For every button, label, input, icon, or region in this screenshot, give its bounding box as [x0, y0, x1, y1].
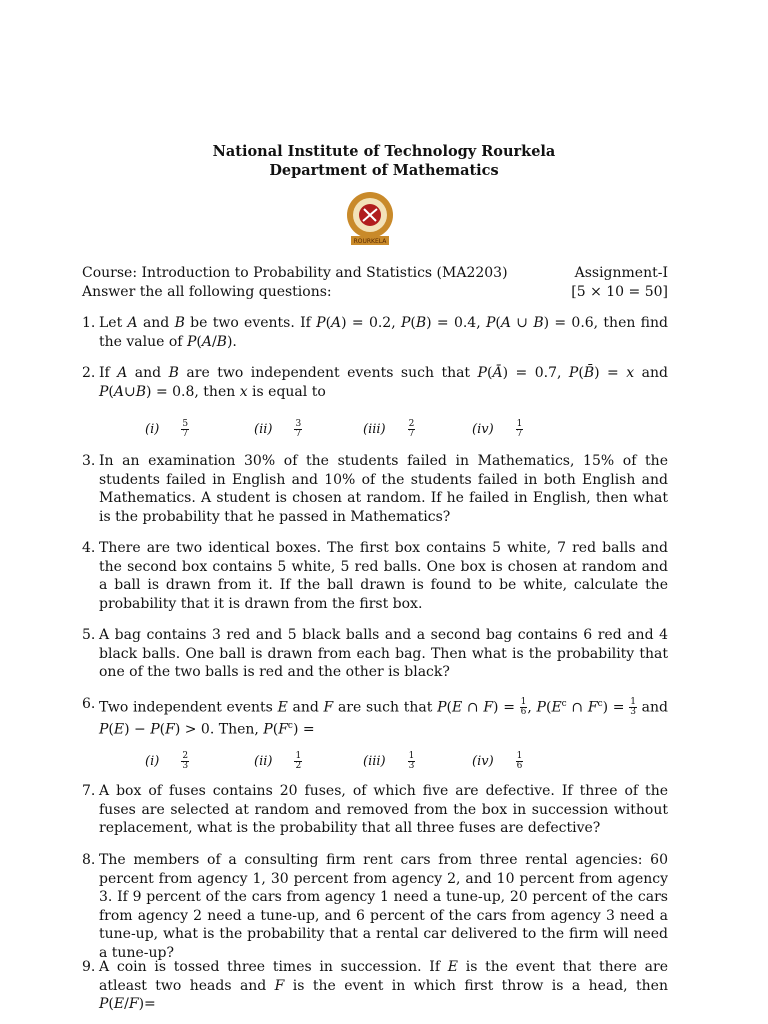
- question-9: [82, 958, 668, 1014]
- question-number: 4.: [82, 540, 96, 556]
- marks-label: [5 × 10 = 50]: [571, 284, 668, 300]
- assignment-label: Assignment-I: [574, 265, 668, 281]
- logo-banner-text: ROURKELA: [353, 238, 387, 245]
- question-number: 8.: [82, 852, 96, 868]
- question-text: A bag contains 3 red and 5 black balls and a second bag contains 6 red and 4 black balls. One ball is drawn from each bag. Then what is the probability that one of the two balls is red and the other is black?: [99, 627, 668, 681]
- option-i: (i) $\frac{5}{7}$: [145, 419, 189, 439]
- question-2: [82, 364, 668, 401]
- document-header: [0, 142, 768, 180]
- question-text: Two independent events E and F are such that P(E ∩ F) = $\frac{1}{6}$ , $P(E^c$ ∩ $F^c$) = $\frac{1}{3}$ and P(E) − P(F) > 0. Then, $P(F^c)$ =: [99, 697, 668, 738]
- question-6-options: [145, 752, 581, 771]
- question-5: [82, 626, 668, 682]
- question-text: The members of a consulting firm rent cars from three rental agencies: 60 percent from agency 1, 30 percent from agency 2, and 10 percent from agency 3. If 9 percent of the cars from agency 1 need a tune-up, 20 percent of the cars from agency 2 need a tune-up, and 6 percent of the cars from agency 3 need a tune-up, what is the probability that a rental car delivered to the firm will need a tune-up?: [99, 852, 668, 961]
- question-6: [82, 695, 668, 740]
- option-ii: (ii) $\frac{1}{2}$: [254, 751, 302, 771]
- option-iv: (iv) $\frac{1}{7}$: [472, 419, 523, 439]
- course-row: [82, 264, 668, 283]
- question-2-options: [145, 420, 581, 439]
- option-iii: (iii) $\frac{2}{7}$: [363, 419, 415, 439]
- course-title: Course: Introduction to Probability and Statistics (MA2203): [82, 265, 508, 281]
- instruction-text: Answer the all following questions:: [82, 284, 332, 300]
- question-number: 5.: [82, 627, 96, 643]
- question-number: 3.: [82, 453, 96, 469]
- instruction-row: [82, 283, 668, 302]
- question-4: [82, 539, 668, 613]
- question-number: 2.: [82, 365, 96, 381]
- question-text: In an examination 30% of the students failed in Mathematics, 15% of the students failed in English and 10% of the students failed in both English and Mathematics. A student is chosen at random. If he failed in English, then what is the probability that he passed in Mathematics?: [99, 453, 668, 525]
- option-iii: (iii) $\frac{1}{3}$: [363, 751, 415, 771]
- institute-name: National Institute of Technology Rourkela: [212, 143, 556, 160]
- question-number: 6.: [82, 696, 96, 712]
- option-iv: (iv) $\frac{1}{6}$: [472, 751, 523, 771]
- question-7: [82, 782, 668, 838]
- question-text: A box of fuses contains 20 fuses, of which five are defective. If three of the fuses are selected at random and removed from the box in succession without replacement, what is the probability that all three fuses are defective?: [99, 783, 668, 837]
- question-3: [82, 452, 668, 526]
- question-1: [82, 314, 668, 351]
- question-number: 7.: [82, 783, 96, 799]
- question-text: Let A and B be two events. If P(A) = 0.2, P(B) = 0.4, P(A ∪ B) = 0.6, then find the value of P(A/B).: [99, 315, 668, 350]
- department-name: Department of Mathematics: [269, 162, 499, 179]
- question-text: There are two identical boxes. The first box contains 5 white, 7 red balls and the second box contains 5 white, 5 red balls. One box is chosen at random and a ball is drawn from it. If the ball drawn is found to be white, calculate the probability that it is drawn from the first box.: [99, 540, 668, 612]
- question-text: A coin is tossed three times in succession. If E is the event that there are atleast two heads and F is the event in which first throw is a head, then P(E/F)=: [99, 959, 668, 1013]
- question-number: 1.: [82, 315, 96, 331]
- option-ii: (ii) $\frac{3}{7}$: [254, 419, 302, 439]
- question-8: [82, 851, 668, 963]
- question-text: If A and B are two independent events such that P(Ā) = 0.7, P(B̄) = x and P(A∪B) = 0.8, then x is equal to: [99, 365, 668, 400]
- institute-logo: [331, 190, 409, 246]
- question-number: 9.: [82, 959, 96, 975]
- option-i: (i) $\frac{2}{3}$: [145, 751, 189, 771]
